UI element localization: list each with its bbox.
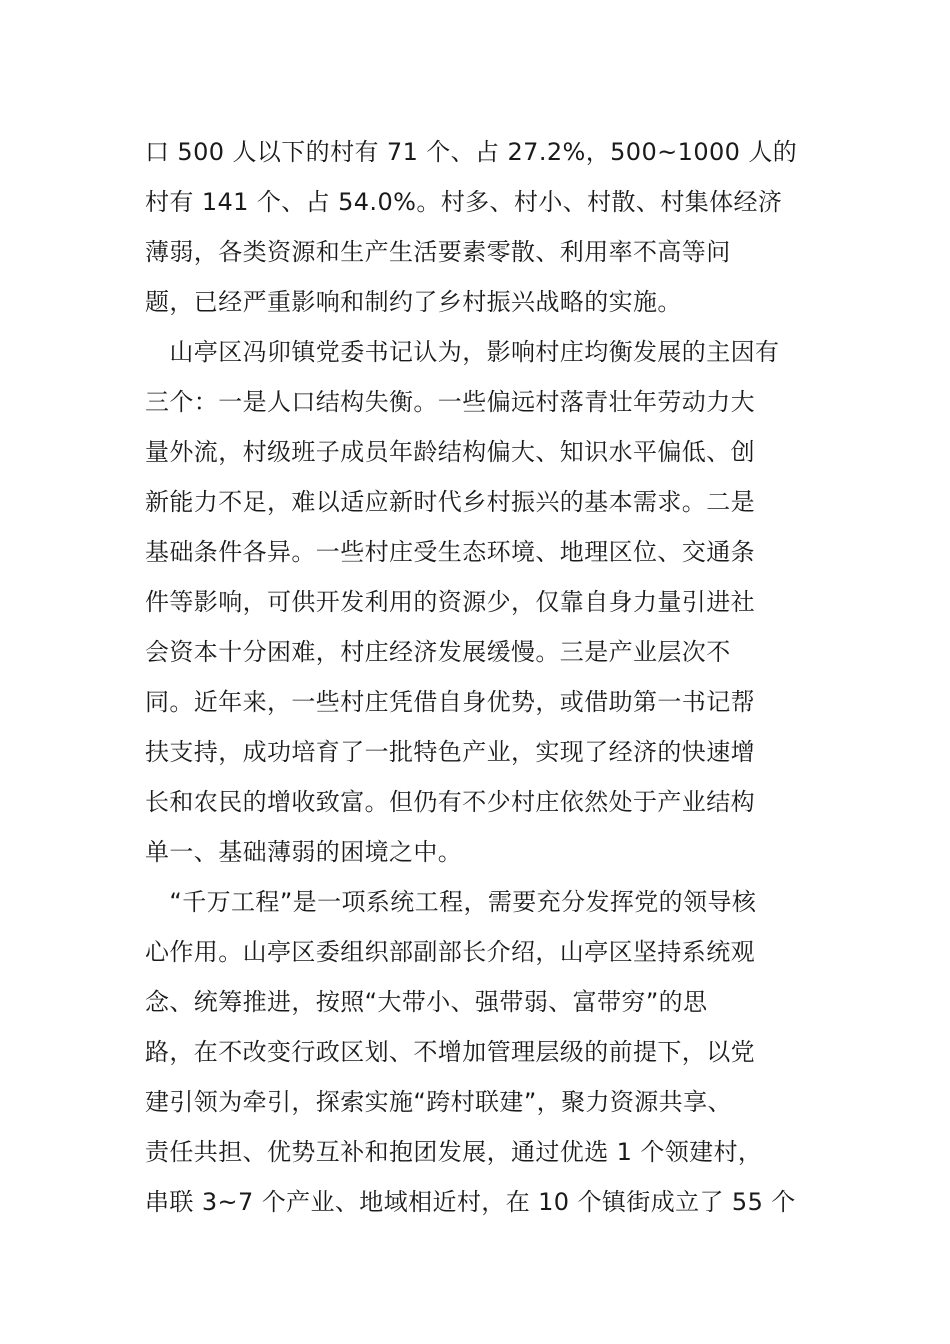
text-line: 串联 3~7 个产业、地域相近村，在 10 个镇街成立了 55 个 <box>145 1188 796 1216</box>
text-line: 山亭区冯卯镇党委书记认为，影响村庄均衡发展的主因有 <box>145 338 780 366</box>
text-line: 口 500 人以下的村有 71 个、占 27.2%，500~1000 人的 <box>145 138 798 166</box>
text-line: 责任共担、优势互补和抱团发展，通过优选 1 个领建村， <box>145 1138 763 1166</box>
text-line: 村有 141 个、占 54.0%。村多、村小、村散、村集体经济 <box>145 188 783 216</box>
text-line: 件等影响，可供开发利用的资源少，仅靠自身力量引进社 <box>145 588 755 616</box>
text-line: 扶支持，成功培育了一批特色产业，实现了经济的快速增 <box>145 738 755 766</box>
text-line: 新能力不足，难以适应新时代乡村振兴的基本需求。二是 <box>145 488 755 516</box>
article-body <box>145 127 809 1227</box>
text-line: 念、统筹推进，按照“大带小、强带弱、富带穷”的思 <box>145 988 708 1016</box>
text-line: “千万工程”是一项系统工程，需要充分发挥党的领导核 <box>145 888 757 916</box>
text-line: 题，已经严重影响和制约了乡村振兴战略的实施。 <box>145 288 682 316</box>
text-line: 路，在不改变行政区划、不增加管理层级的前提下，以党 <box>145 1038 755 1066</box>
text-line: 同。近年来，一些村庄凭借自身优势，或借助第一书记帮 <box>145 688 755 716</box>
text-line: 心作用。山亭区委组织部副部长介绍，山亭区坚持系统观 <box>145 938 755 966</box>
text-line: 长和农民的增收致富。但仍有不少村庄依然处于产业结构 <box>145 788 755 816</box>
text-line: 建引领为牵引，探索实施“跨村联建”，聚力资源共享、 <box>145 1088 732 1116</box>
text-line: 单一、基础薄弱的困境之中。 <box>145 838 463 866</box>
text-line: 会资本十分困难，村庄经济发展缓慢。三是产业层次不 <box>145 638 731 666</box>
text-line: 三个：一是人口结构失衡。一些偏远村落青壮年劳动力大 <box>145 388 755 416</box>
text-line: 基础条件各异。一些村庄受生态环境、地理区位、交通条 <box>145 538 755 566</box>
text-line: 量外流，村级班子成员年龄结构偏大、知识水平偏低、创 <box>145 438 755 466</box>
text-line: 薄弱，各类资源和生产生活要素零散、利用率不高等问 <box>145 238 731 266</box>
